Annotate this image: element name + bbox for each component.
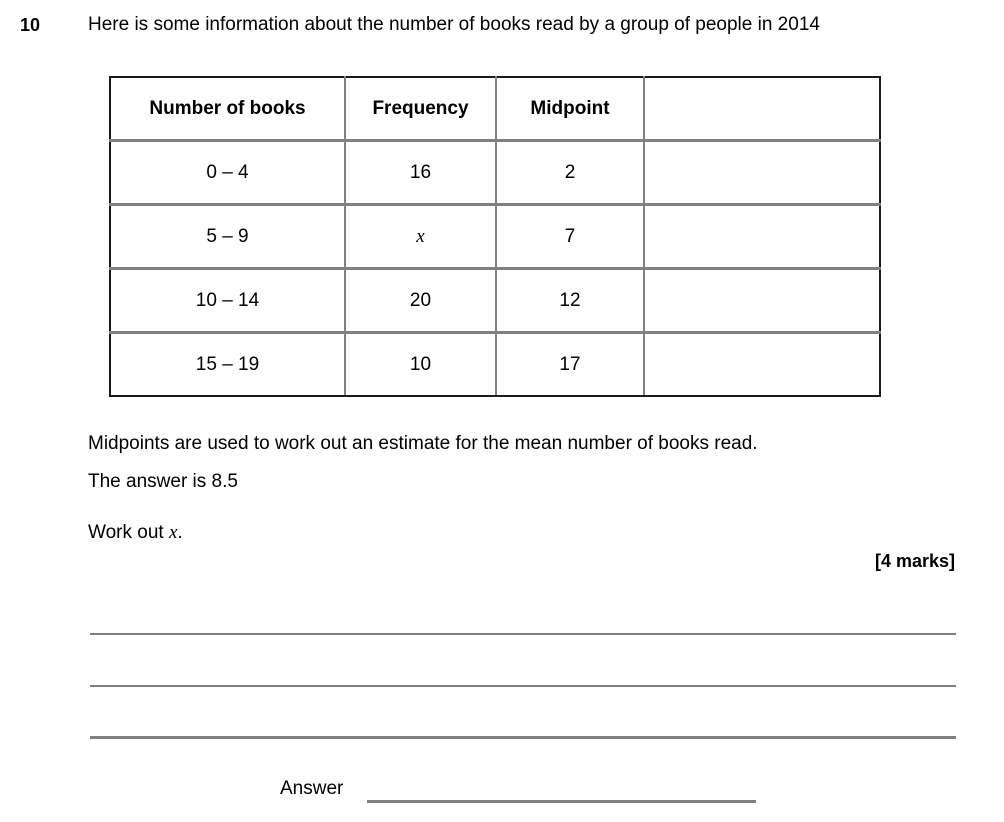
cell-number-of-books: 15 – 19: [110, 333, 345, 397]
table-header-row: [110, 77, 880, 141]
table-row: [110, 269, 880, 333]
cell-frequency: [345, 205, 496, 269]
working-line-2: [90, 685, 956, 687]
cell-midpoint: 17: [496, 333, 644, 397]
work-out-suffix: .: [177, 522, 183, 543]
working-line-1: [90, 633, 956, 635]
answer-label: Answer: [280, 778, 344, 799]
working-line-3: [90, 736, 956, 739]
cell-frequency: 10: [345, 333, 496, 397]
cell-blank: [644, 269, 880, 333]
cell-number-of-books: 5 – 9: [110, 205, 345, 269]
answer-line: [367, 800, 756, 803]
column-header-midpoint: Midpoint: [496, 77, 644, 141]
instruction-line-midpoints: Midpoints are used to work out an estimate for the mean number of books read.: [88, 433, 758, 454]
cell-blank: [644, 141, 880, 205]
cell-number-of-books: 10 – 14: [110, 269, 345, 333]
frequency-variable: x: [416, 225, 425, 247]
marks-allocation: [4 marks]: [874, 551, 955, 571]
cell-midpoint: 7: [496, 205, 644, 269]
cell-frequency: 16: [345, 141, 496, 205]
cell-midpoint: 2: [496, 141, 644, 205]
question-stem: Here is some information about the number of books read by a group of people in 2014: [88, 14, 820, 35]
cell-frequency: 20: [345, 269, 496, 333]
work-out-prefix: Work out: [88, 522, 169, 543]
instruction-line-work-out: [88, 521, 183, 545]
cell-blank: [644, 333, 880, 397]
column-header-blank: [644, 77, 880, 141]
cell-blank: [644, 205, 880, 269]
cell-number-of-books: 0 – 4: [110, 141, 345, 205]
column-header-number-of-books: Number of books: [110, 77, 345, 141]
cell-midpoint: 12: [496, 269, 644, 333]
work-out-variable: x: [168, 522, 178, 543]
column-header-frequency: Frequency: [345, 77, 496, 141]
question-number: 10: [20, 15, 41, 35]
table-row: [110, 141, 880, 205]
frequency-table: [109, 76, 881, 397]
table-row: [110, 205, 880, 269]
table-row: [110, 333, 880, 397]
instruction-line-answer-value: The answer is 8.5: [88, 471, 238, 492]
